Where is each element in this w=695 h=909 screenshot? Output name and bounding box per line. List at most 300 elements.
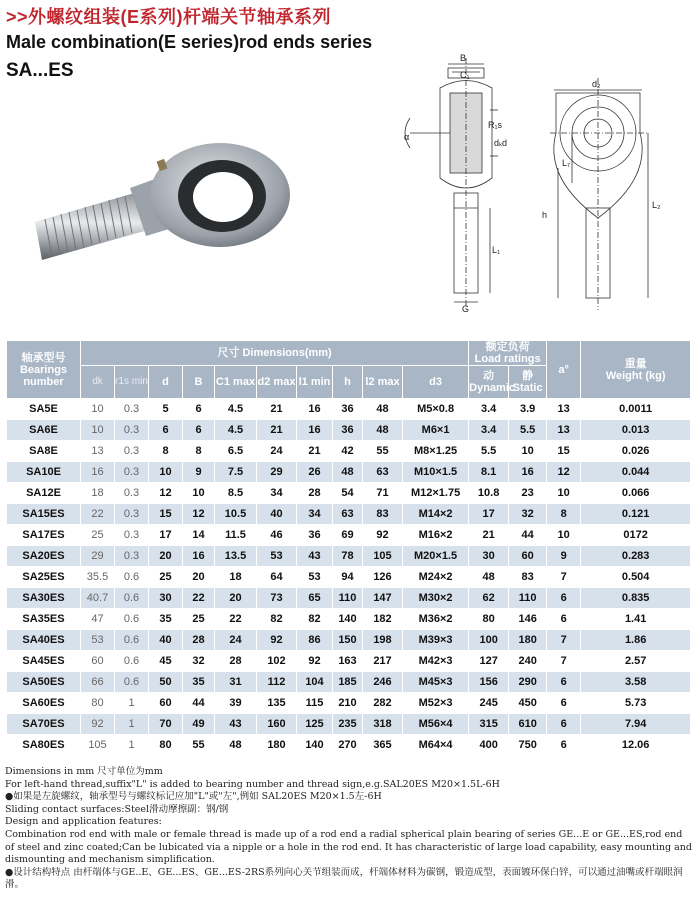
table-cell: 13 bbox=[81, 441, 115, 462]
th-h: h bbox=[333, 366, 363, 399]
table-cell: 92 bbox=[81, 714, 115, 735]
table-cell: 0.6 bbox=[115, 630, 149, 651]
table-cell: 13 bbox=[547, 420, 581, 441]
table-cell: 80 bbox=[469, 609, 509, 630]
table-cell: 29 bbox=[81, 546, 115, 567]
table-cell: 44 bbox=[509, 525, 547, 546]
table-cell: 246 bbox=[363, 672, 403, 693]
table-cell: 290 bbox=[509, 672, 547, 693]
table-cell: 53 bbox=[297, 567, 333, 588]
table-cell: 21 bbox=[297, 441, 333, 462]
table-cell: 5 bbox=[149, 399, 183, 420]
table-cell: 0.3 bbox=[115, 546, 149, 567]
table-cell: 42 bbox=[333, 441, 363, 462]
table-cell: M39×3 bbox=[403, 630, 469, 651]
table-cell: M56×4 bbox=[403, 714, 469, 735]
table-row bbox=[7, 504, 691, 525]
table-cell: 25 bbox=[183, 609, 215, 630]
note-left-hand: For left-hand thread,suffix"L" is added to bearing number and thread sign,e.g.SAL20ES M20×1.5L-6H bbox=[5, 778, 500, 790]
table-cell: 110 bbox=[333, 588, 363, 609]
table-cell: 0.026 bbox=[581, 441, 691, 462]
table-cell: 94 bbox=[333, 567, 363, 588]
table-cell: 22 bbox=[183, 588, 215, 609]
table-cell: SA6E bbox=[7, 420, 81, 441]
th-dynamic: 动 Dynamic bbox=[469, 366, 509, 399]
table-cell: 3.58 bbox=[581, 672, 691, 693]
table-cell: 43 bbox=[215, 714, 257, 735]
table-cell: 270 bbox=[333, 735, 363, 756]
table-cell: 16 bbox=[183, 546, 215, 567]
th-load-ratings: 额定负荷 Load ratings bbox=[469, 341, 547, 366]
table-cell: 6 bbox=[183, 420, 215, 441]
table-cell: 0.044 bbox=[581, 462, 691, 483]
table-cell: 365 bbox=[363, 735, 403, 756]
table-cell: M52×3 bbox=[403, 693, 469, 714]
table-cell: 30 bbox=[469, 546, 509, 567]
th-dimensions: 尺寸 Dimensions(mm) bbox=[81, 341, 469, 366]
th-alpha: a° bbox=[547, 341, 581, 399]
table-cell: 156 bbox=[469, 672, 509, 693]
table-cell: 21 bbox=[257, 420, 297, 441]
table-cell: 6 bbox=[547, 693, 581, 714]
table-cell: 92 bbox=[297, 651, 333, 672]
table-cell: 11.5 bbox=[215, 525, 257, 546]
label-G: G bbox=[462, 304, 470, 314]
table-cell: 0.3 bbox=[115, 462, 149, 483]
table-cell: 10 bbox=[183, 483, 215, 504]
table-cell: 0.6 bbox=[115, 588, 149, 609]
table-cell: 26 bbox=[297, 462, 333, 483]
label-C1: C₁ bbox=[460, 70, 470, 80]
table-cell: 92 bbox=[257, 630, 297, 651]
table-cell: 0.6 bbox=[115, 672, 149, 693]
table-cell: 6 bbox=[183, 399, 215, 420]
table-cell: 8 bbox=[547, 504, 581, 525]
table-cell: 48 bbox=[469, 567, 509, 588]
table-cell: 43 bbox=[297, 546, 333, 567]
table-cell: 0172 bbox=[581, 525, 691, 546]
page-title-cn: >>外螺纹组装(E系列)杆端关节轴承系列 bbox=[6, 7, 332, 27]
table-cell: 5.5 bbox=[469, 441, 509, 462]
table-cell: 3.4 bbox=[469, 420, 509, 441]
table-cell: 12 bbox=[183, 504, 215, 525]
table-cell: 0.6 bbox=[115, 567, 149, 588]
table-cell: 9 bbox=[547, 546, 581, 567]
table-cell: 70 bbox=[149, 714, 183, 735]
table-cell: 21 bbox=[469, 525, 509, 546]
table-cell: 7 bbox=[547, 630, 581, 651]
table-cell: 28 bbox=[215, 651, 257, 672]
table-cell: 35.5 bbox=[81, 567, 115, 588]
table-row bbox=[7, 651, 691, 672]
table-cell: 36 bbox=[297, 525, 333, 546]
table-row bbox=[7, 441, 691, 462]
table-cell: 24 bbox=[257, 441, 297, 462]
table-cell: 5.5 bbox=[509, 420, 547, 441]
table-cell: SA17ES bbox=[7, 525, 81, 546]
technical-drawing bbox=[390, 48, 690, 316]
table-cell: 55 bbox=[183, 735, 215, 756]
table-cell: 8 bbox=[183, 441, 215, 462]
table-cell: 10.8 bbox=[469, 483, 509, 504]
table-cell: SA35ES bbox=[7, 609, 81, 630]
table-cell: 7.94 bbox=[581, 714, 691, 735]
table-cell: 4.5 bbox=[215, 420, 257, 441]
table-cell: 13 bbox=[547, 399, 581, 420]
table-cell: 34 bbox=[257, 483, 297, 504]
th-l2: l2 max bbox=[363, 366, 403, 399]
table-cell: SA30ES bbox=[7, 588, 81, 609]
th-static: 静 Static bbox=[509, 366, 547, 399]
label-dk: dₖ bbox=[494, 138, 503, 148]
table-cell: 5.73 bbox=[581, 693, 691, 714]
table-cell: 53 bbox=[257, 546, 297, 567]
th-model: 轴承型号 Bearings number bbox=[7, 341, 81, 399]
th-l1: l1 min bbox=[297, 366, 333, 399]
table-cell: 46 bbox=[257, 525, 297, 546]
table-row bbox=[7, 672, 691, 693]
table-cell: 102 bbox=[257, 651, 297, 672]
table-cell: 63 bbox=[333, 504, 363, 525]
table-cell: 185 bbox=[333, 672, 363, 693]
table-cell: 28 bbox=[183, 630, 215, 651]
note-design-text: Combination rod end with male or female thread is made up of a rod end a radial spherical plain bearing of series GE...E or GE...ES,rod end of steel and zinc coated;Can be lubicated via a nipple or a hole in the rod end. It has characteristic of large load capability, easy mounting and dismounting and mechanism simplification. bbox=[5, 828, 692, 866]
note-left-hand-cn: ●如果是左旋螺纹，轴承型号与螺纹标记应加"L"或"左",例如 SAL20ES M20×1.5左-6H bbox=[5, 791, 382, 803]
table-cell: 48 bbox=[333, 462, 363, 483]
table-cell: 48 bbox=[363, 399, 403, 420]
table-cell: 8 bbox=[149, 441, 183, 462]
table-cell: 20 bbox=[183, 567, 215, 588]
table-cell: 140 bbox=[297, 735, 333, 756]
table-row bbox=[7, 420, 691, 441]
table-row bbox=[7, 483, 691, 504]
table-cell: 400 bbox=[469, 735, 509, 756]
table-cell: 62 bbox=[469, 588, 509, 609]
label-B: B bbox=[460, 53, 467, 63]
table-cell: 6 bbox=[547, 672, 581, 693]
table-cell: 217 bbox=[363, 651, 403, 672]
th-dk: dk bbox=[81, 366, 115, 399]
table-cell: 22 bbox=[81, 504, 115, 525]
table-cell: 10 bbox=[81, 420, 115, 441]
table-cell: 15 bbox=[547, 441, 581, 462]
table-cell: 24 bbox=[215, 630, 257, 651]
table-cell: 66 bbox=[81, 672, 115, 693]
table-cell: SA40ES bbox=[7, 630, 81, 651]
table-cell: M10×1.5 bbox=[403, 462, 469, 483]
th-d: d bbox=[149, 366, 183, 399]
table-cell: 7 bbox=[547, 567, 581, 588]
table-cell: 80 bbox=[81, 693, 115, 714]
table-cell: 104 bbox=[297, 672, 333, 693]
table-cell: 40.7 bbox=[81, 588, 115, 609]
table-cell: 32 bbox=[509, 504, 547, 525]
table-cell: 16 bbox=[509, 462, 547, 483]
table-cell: 9 bbox=[183, 462, 215, 483]
notes bbox=[5, 766, 693, 892]
table-cell: 7.5 bbox=[215, 462, 257, 483]
table-cell: 48 bbox=[215, 735, 257, 756]
table-cell: 47 bbox=[81, 609, 115, 630]
table-cell: 86 bbox=[297, 630, 333, 651]
table-cell: 240 bbox=[509, 651, 547, 672]
table-cell: SA12E bbox=[7, 483, 81, 504]
table-cell: 40 bbox=[257, 504, 297, 525]
table-cell: 0.6 bbox=[115, 651, 149, 672]
table-cell: 8.1 bbox=[469, 462, 509, 483]
table-cell: 12.06 bbox=[581, 735, 691, 756]
table-cell: 35 bbox=[149, 609, 183, 630]
table-cell: M36×2 bbox=[403, 609, 469, 630]
table-cell: M6×1 bbox=[403, 420, 469, 441]
table-cell: 0.3 bbox=[115, 399, 149, 420]
table-cell: 92 bbox=[363, 525, 403, 546]
table-cell: M8×1.25 bbox=[403, 441, 469, 462]
table-cell: SA20ES bbox=[7, 546, 81, 567]
th-d2: d2 max bbox=[257, 366, 297, 399]
table-cell: 13.5 bbox=[215, 546, 257, 567]
table-cell: 3.9 bbox=[509, 399, 547, 420]
th-r1s: r1s min bbox=[115, 366, 149, 399]
table-cell: 16 bbox=[81, 462, 115, 483]
table-cell: 55 bbox=[363, 441, 403, 462]
table-cell: 10 bbox=[547, 483, 581, 504]
table-cell: 16 bbox=[297, 420, 333, 441]
table-cell: 60 bbox=[81, 651, 115, 672]
table-cell: 12 bbox=[149, 483, 183, 504]
table-cell: 0.283 bbox=[581, 546, 691, 567]
table-cell: 126 bbox=[363, 567, 403, 588]
table-cell: 23 bbox=[509, 483, 547, 504]
table-cell: 16 bbox=[297, 399, 333, 420]
table-cell: 150 bbox=[333, 630, 363, 651]
table-cell: 65 bbox=[297, 588, 333, 609]
table-cell: 1.86 bbox=[581, 630, 691, 651]
table-cell: 110 bbox=[509, 588, 547, 609]
table-cell: 45 bbox=[149, 651, 183, 672]
table-cell: 10 bbox=[547, 525, 581, 546]
table-cell: 10 bbox=[149, 462, 183, 483]
table-cell: 0.3 bbox=[115, 504, 149, 525]
table-cell: 44 bbox=[183, 693, 215, 714]
th-B: B bbox=[183, 366, 215, 399]
table-cell: 0.013 bbox=[581, 420, 691, 441]
table-cell: 78 bbox=[333, 546, 363, 567]
table-cell: 0.3 bbox=[115, 420, 149, 441]
table-cell: 12 bbox=[547, 462, 581, 483]
table-row bbox=[7, 693, 691, 714]
table-cell: 6 bbox=[547, 714, 581, 735]
table-cell: 115 bbox=[297, 693, 333, 714]
table-cell: 49 bbox=[183, 714, 215, 735]
table-cell: 6 bbox=[547, 735, 581, 756]
table-cell: 210 bbox=[333, 693, 363, 714]
table-cell: 53 bbox=[81, 630, 115, 651]
table-cell: 20 bbox=[215, 588, 257, 609]
table-cell: 31 bbox=[215, 672, 257, 693]
label-L7: L₇ bbox=[562, 158, 571, 168]
table-cell: 50 bbox=[149, 672, 183, 693]
table-cell: 1.41 bbox=[581, 609, 691, 630]
table-cell: 180 bbox=[509, 630, 547, 651]
table-cell: 10 bbox=[81, 399, 115, 420]
table-cell: 34 bbox=[297, 504, 333, 525]
table-cell: 2.57 bbox=[581, 651, 691, 672]
table-cell: 82 bbox=[257, 609, 297, 630]
table-cell: 105 bbox=[81, 735, 115, 756]
table-cell: 28 bbox=[297, 483, 333, 504]
table-cell: 22 bbox=[215, 609, 257, 630]
table-cell: 83 bbox=[509, 567, 547, 588]
table-row bbox=[7, 462, 691, 483]
table-cell: 610 bbox=[509, 714, 547, 735]
table-cell: 318 bbox=[363, 714, 403, 735]
table-body bbox=[7, 399, 691, 756]
th-C1: C1 max bbox=[215, 366, 257, 399]
table-row bbox=[7, 735, 691, 756]
table-cell: 10.5 bbox=[215, 504, 257, 525]
table-cell: 60 bbox=[509, 546, 547, 567]
table-cell: 135 bbox=[257, 693, 297, 714]
table-cell: 48 bbox=[363, 420, 403, 441]
table-cell: M42×3 bbox=[403, 651, 469, 672]
table-cell: 6 bbox=[547, 588, 581, 609]
table-cell: 40 bbox=[149, 630, 183, 651]
table-cell: 282 bbox=[363, 693, 403, 714]
table-cell: 146 bbox=[509, 609, 547, 630]
table-cell: 30 bbox=[149, 588, 183, 609]
table-row bbox=[7, 546, 691, 567]
table-cell: 163 bbox=[333, 651, 363, 672]
note-design-text-cn: ●设计结构特点 由杆端体与GE..E、GE...ES、GE...ES-2RS系列向心关节组装而成，杆端体材料为碳钢，锻造成型，表面镀环保白锌，可以通过油嘴或杆端眼润滑。 bbox=[5, 866, 683, 891]
table-cell: 0.504 bbox=[581, 567, 691, 588]
table-cell: 63 bbox=[363, 462, 403, 483]
table-cell: M30×2 bbox=[403, 588, 469, 609]
table-cell: 180 bbox=[257, 735, 297, 756]
table-cell: 182 bbox=[363, 609, 403, 630]
table-cell: 17 bbox=[469, 504, 509, 525]
table-cell: 147 bbox=[363, 588, 403, 609]
table-cell: 7 bbox=[547, 651, 581, 672]
table-cell: 1 bbox=[115, 693, 149, 714]
table-row bbox=[7, 399, 691, 420]
rod-end-photo bbox=[30, 140, 300, 270]
table-cell: 0.066 bbox=[581, 483, 691, 504]
table-cell: 6 bbox=[547, 609, 581, 630]
table-cell: 125 bbox=[297, 714, 333, 735]
table-cell: SA70ES bbox=[7, 714, 81, 735]
table-cell: 15 bbox=[149, 504, 183, 525]
table-cell: 39 bbox=[215, 693, 257, 714]
table-cell: M20×1.5 bbox=[403, 546, 469, 567]
table-cell: 6 bbox=[149, 420, 183, 441]
table-cell: 1 bbox=[115, 714, 149, 735]
table-cell: 25 bbox=[81, 525, 115, 546]
label-d2: d₂ bbox=[592, 79, 601, 89]
table-cell: 14 bbox=[183, 525, 215, 546]
th-d3: d3 bbox=[403, 366, 469, 399]
table-cell: 8.5 bbox=[215, 483, 257, 504]
table-cell: 36 bbox=[333, 420, 363, 441]
table-row bbox=[7, 588, 691, 609]
table-cell: 245 bbox=[469, 693, 509, 714]
table-cell: 100 bbox=[469, 630, 509, 651]
table-cell: 25 bbox=[149, 567, 183, 588]
table-cell: 140 bbox=[333, 609, 363, 630]
table-cell: SA8E bbox=[7, 441, 81, 462]
table-cell: 0.0011 bbox=[581, 399, 691, 420]
table-cell: 0.3 bbox=[115, 525, 149, 546]
note-sliding: Sliding contact surfaces:Steel滑动摩擦副：钢/钢 bbox=[5, 803, 229, 815]
table-cell: 32 bbox=[183, 651, 215, 672]
table-cell: 315 bbox=[469, 714, 509, 735]
th-weight: 重量 Weight (kg) bbox=[581, 341, 691, 399]
table-cell: SA80ES bbox=[7, 735, 81, 756]
table-cell: SA10E bbox=[7, 462, 81, 483]
table-cell: 3.4 bbox=[469, 399, 509, 420]
table-cell: 160 bbox=[257, 714, 297, 735]
table-cell: 69 bbox=[333, 525, 363, 546]
note-design-heading: Design and application features: bbox=[5, 816, 162, 828]
table-cell: 105 bbox=[363, 546, 403, 567]
table-cell: 0.3 bbox=[115, 441, 149, 462]
table-row bbox=[7, 714, 691, 735]
table-cell: 73 bbox=[257, 588, 297, 609]
table-row bbox=[7, 567, 691, 588]
table-cell: 450 bbox=[509, 693, 547, 714]
table-cell: M5×0.8 bbox=[403, 399, 469, 420]
table-cell: 18 bbox=[215, 567, 257, 588]
table-cell: 35 bbox=[183, 672, 215, 693]
table-cell: 54 bbox=[333, 483, 363, 504]
dimensions-table bbox=[6, 340, 691, 756]
table-cell: M24×2 bbox=[403, 567, 469, 588]
table-cell: 0.121 bbox=[581, 504, 691, 525]
table-row bbox=[7, 609, 691, 630]
table-cell: SA60ES bbox=[7, 693, 81, 714]
table-cell: SA15ES bbox=[7, 504, 81, 525]
page-title-en: Male combination(E series)rod ends series bbox=[6, 32, 373, 52]
table-cell: 0.6 bbox=[115, 609, 149, 630]
table-cell: 29 bbox=[257, 462, 297, 483]
label-L2: L₂ bbox=[652, 200, 661, 210]
table-cell: M16×2 bbox=[403, 525, 469, 546]
note-units: Dimensions in mm 尺寸单位为mm bbox=[5, 766, 163, 777]
table-cell: 64 bbox=[257, 567, 297, 588]
table-cell: 71 bbox=[363, 483, 403, 504]
table-cell: 20 bbox=[149, 546, 183, 567]
table-cell: M45×3 bbox=[403, 672, 469, 693]
table-cell: 0.3 bbox=[115, 483, 149, 504]
label-d: d bbox=[502, 138, 508, 148]
table-cell: 750 bbox=[509, 735, 547, 756]
table-cell: 127 bbox=[469, 651, 509, 672]
label-alpha: α bbox=[404, 132, 410, 142]
table-cell: 235 bbox=[333, 714, 363, 735]
table-cell: 17 bbox=[149, 525, 183, 546]
table-cell: 10 bbox=[509, 441, 547, 462]
table-cell: 0.835 bbox=[581, 588, 691, 609]
table-cell: SA5E bbox=[7, 399, 81, 420]
table-row bbox=[7, 630, 691, 651]
table-cell: 21 bbox=[257, 399, 297, 420]
table-cell: 4.5 bbox=[215, 399, 257, 420]
table-cell: 83 bbox=[363, 504, 403, 525]
label-L1: L₁ bbox=[492, 245, 501, 255]
table-cell: 18 bbox=[81, 483, 115, 504]
table-cell: M12×1.75 bbox=[403, 483, 469, 504]
table-cell: M64×4 bbox=[403, 735, 469, 756]
